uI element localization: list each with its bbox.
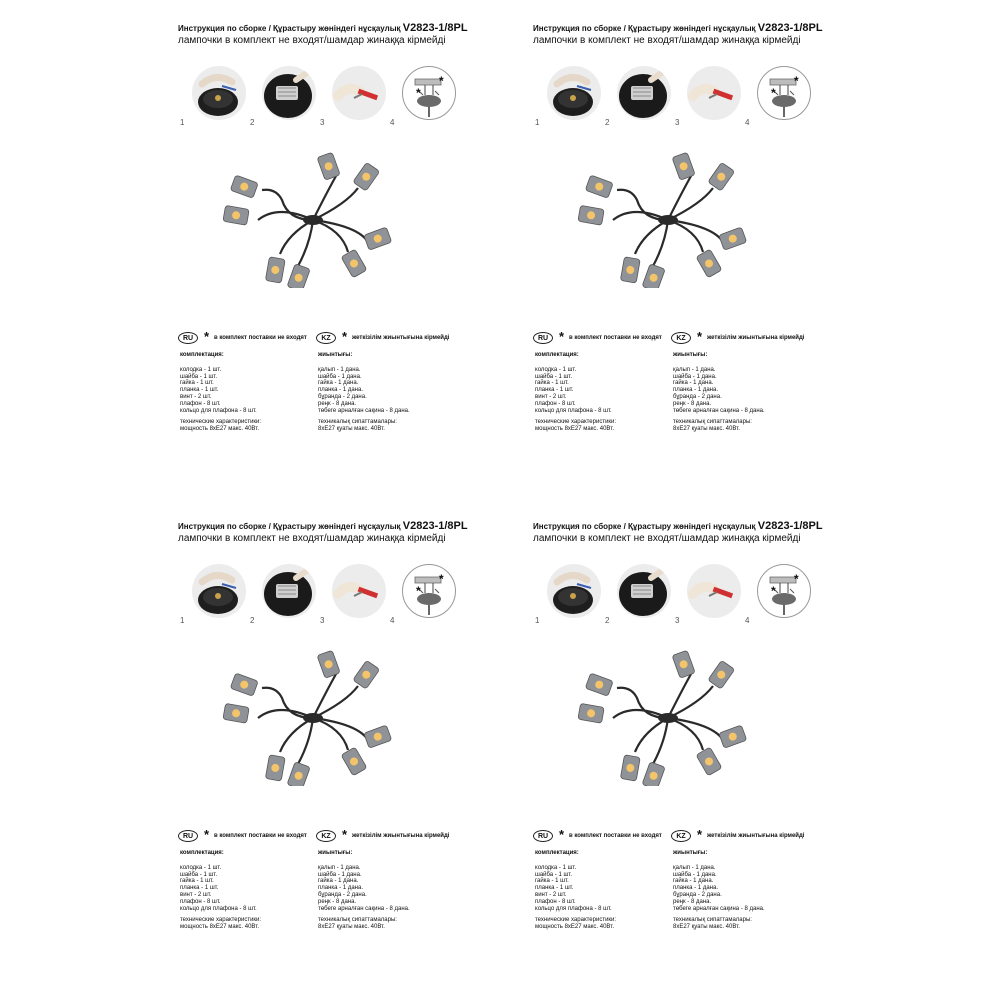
assembly-step: [675, 66, 741, 127]
assembly-step: [390, 564, 456, 625]
kz-contents-column: [673, 352, 765, 433]
kz-contents-item: бұранда - 2 дана.: [318, 891, 367, 898]
kz-spec-value: 8хЕ27 қуаты макс. 40Вт.: [318, 924, 385, 931]
ru-contents-item: кольцо для плафона - 8 шт.: [180, 905, 257, 912]
step-number: 1: [180, 118, 185, 127]
star-mark: *: [342, 827, 348, 842]
title-text: Инструкция по сборке / Құрастыру жөніндегі нұсқаулық: [178, 24, 401, 33]
step-number: 1: [535, 616, 540, 625]
kz-contents-item: планка - 1 дана.: [318, 885, 363, 892]
step-photo-screw-icon: [687, 564, 741, 618]
step-photo-base-icon: [547, 66, 601, 120]
kz-contents-heading: жиынтығы:: [318, 352, 353, 358]
ru-not-included-note: в комплект поставки не входят: [214, 833, 307, 839]
assembly-step: [605, 66, 671, 127]
kz-badge: KZ: [671, 830, 691, 842]
ru-contents-column: [180, 352, 261, 433]
kz-contents-item: реңк - 8 дана.: [673, 898, 712, 905]
star-mark: *: [204, 827, 210, 842]
ru-spec-value: мощность 8хЕ27 макс. 40Вт.: [535, 426, 614, 433]
step-number: 2: [250, 616, 255, 625]
assembly-step: [180, 564, 246, 625]
ru-contents-item: гайка - 1 шт.: [535, 380, 569, 387]
ru-not-included-note: в комплект поставки не входят: [569, 833, 662, 839]
ru-contents-heading: комплектация:: [180, 850, 224, 856]
kz-contents-heading: жиынтығы:: [318, 850, 353, 856]
ru-contents-item: кольцо для плафона - 8 шт.: [535, 905, 612, 912]
assembly-step: [180, 66, 246, 127]
kz-spec-value: 8хЕ27 қуаты макс. 40Вт.: [673, 924, 740, 931]
ru-contents-item: кольцо для плафона - 8 шт.: [180, 407, 257, 414]
star-mark: *: [771, 584, 776, 598]
kz-badge: KZ: [671, 332, 691, 344]
legend-row: [533, 329, 843, 348]
assembly-step: [535, 66, 601, 127]
step-photo-wiring-icon: [617, 564, 671, 618]
ru-contents-item: шайба - 1 шт.: [535, 373, 573, 380]
kz-contents-item: төбеге арналған сақина - 8 дана.: [318, 905, 410, 912]
model-code: V2823-1/8PL: [402, 520, 468, 532]
instruction-panel: [178, 22, 478, 442]
instruction-panel: [533, 520, 833, 940]
kz-contents-item: қалып - 1 дана.: [673, 864, 716, 871]
kz-contents-item: гайка - 1 дана.: [318, 380, 359, 387]
step-diagram-mount-icon: [757, 66, 811, 120]
kz-contents-column: [673, 850, 765, 931]
ru-contents-item: шайба - 1 шт.: [180, 871, 218, 878]
ru-contents-heading: комплектация:: [535, 850, 579, 856]
ru-contents-item: винт - 2 шт.: [180, 891, 212, 898]
kz-contents-item: планка - 1 дана.: [673, 885, 718, 892]
instruction-title: [178, 520, 468, 532]
kz-contents-heading: жиынтығы:: [673, 850, 708, 856]
legend-row: [533, 827, 843, 846]
ru-contents-item: винт - 2 шт.: [180, 393, 212, 400]
kz-contents-column: [318, 850, 410, 931]
ru-spec-heading: технические характеристики:: [535, 419, 617, 426]
star-mark: *: [794, 572, 799, 586]
kz-contents-item: бұранда - 2 дана.: [318, 393, 367, 400]
step-number: 1: [535, 118, 540, 127]
assembly-step: [250, 66, 316, 127]
kz-spec-heading: техникалық сипаттамалары:: [318, 917, 397, 924]
kz-contents-item: қалып - 1 дана.: [318, 864, 361, 871]
star-mark: *: [204, 329, 210, 344]
instruction-panel: [533, 22, 833, 442]
kz-contents-item: планка - 1 дана.: [673, 387, 718, 394]
kz-contents-item: бұранда - 2 дана.: [673, 393, 722, 400]
star-mark: *: [439, 74, 444, 88]
step-number: 1: [180, 616, 185, 625]
kz-contents-item: гайка - 1 дана.: [318, 878, 359, 885]
kz-contents-item: гайка - 1 дана.: [673, 380, 714, 387]
step-diagram-mount-icon: [757, 564, 811, 618]
chandelier-illustration: [218, 646, 408, 786]
kz-spec-value: 8хЕ27 қуаты макс. 40Вт.: [673, 426, 740, 433]
bulbs-not-included-note: лампочки в комплект не входят/шамдар жинаққа кірмейді: [533, 35, 801, 46]
step-number: 3: [320, 616, 325, 625]
star-mark: *: [794, 74, 799, 88]
kz-not-included-note: жеткізілім жиынтығына кірмейді: [707, 335, 805, 341]
assembly-steps: [535, 66, 809, 127]
star-mark: *: [439, 572, 444, 586]
ru-not-included-note: в комплект поставки не входят: [569, 335, 662, 341]
step-number: 2: [605, 118, 610, 127]
star-mark: *: [697, 827, 703, 842]
ru-contents-item: винт - 2 шт.: [535, 393, 567, 400]
step-diagram-mount-icon: [402, 564, 456, 618]
kz-contents-item: планка - 1 дана.: [318, 387, 363, 394]
step-number: 4: [745, 616, 750, 625]
ru-contents-item: колодка - 1 шт.: [180, 366, 222, 373]
ru-contents-item: колодка - 1 шт.: [535, 864, 577, 871]
assembly-step: [320, 564, 386, 625]
kz-spec-value: 8хЕ27 қуаты макс. 40Вт.: [318, 426, 385, 433]
star-mark: *: [416, 584, 421, 598]
star-mark: *: [697, 329, 703, 344]
ru-spec-heading: технические характеристики:: [180, 917, 262, 924]
legend-row: [178, 827, 488, 846]
ru-badge: RU: [533, 830, 553, 842]
star-mark: *: [771, 86, 776, 100]
step-photo-base-icon: [547, 564, 601, 618]
kz-contents-item: төбеге арналған сақина - 8 дана.: [673, 407, 765, 414]
ru-contents-item: шайба - 1 шт.: [180, 373, 218, 380]
kz-contents-heading: жиынтығы:: [673, 352, 708, 358]
chandelier-illustration: [573, 646, 763, 786]
ru-contents-item: плафон - 8 шт.: [535, 898, 576, 905]
ru-contents-item: гайка - 1 шт.: [180, 878, 214, 885]
kz-contents-item: шайба - 1 дана.: [318, 871, 362, 878]
kz-contents-item: қалып - 1 дана.: [318, 366, 361, 373]
ru-spec-value: мощность 8хЕ27 макс. 40Вт.: [535, 924, 614, 931]
kz-contents-item: шайба - 1 дана.: [673, 871, 717, 878]
step-number: 3: [320, 118, 325, 127]
chandelier-illustration: [573, 148, 763, 288]
bulbs-not-included-note: лампочки в комплект не входят/шамдар жинаққа кірмейді: [533, 533, 801, 544]
kz-contents-column: [318, 352, 410, 433]
step-number: 3: [675, 118, 680, 127]
ru-badge: RU: [533, 332, 553, 344]
star-mark: *: [559, 827, 565, 842]
ru-badge: RU: [178, 830, 198, 842]
ru-contents-item: винт - 2 шт.: [535, 891, 567, 898]
ru-badge: RU: [178, 332, 198, 344]
bulbs-not-included-note: лампочки в комплект не входят/шамдар жинаққа кірмейді: [178, 533, 446, 544]
model-code: V2823-1/8PL: [757, 520, 823, 532]
kz-spec-heading: техникалық сипаттамалары:: [673, 419, 752, 426]
title-text: Инструкция по сборке / Құрастыру жөніндегі нұсқаулық: [178, 522, 401, 531]
step-photo-wiring-icon: [617, 66, 671, 120]
kz-badge: KZ: [316, 332, 336, 344]
instruction-panel: [178, 520, 478, 940]
ru-contents-item: планка - 1 шт.: [535, 885, 574, 892]
step-photo-screw-icon: [332, 66, 386, 120]
title-text: Инструкция по сборке / Құрастыру жөніндегі нұсқаулық: [533, 24, 756, 33]
ru-contents-column: [535, 850, 616, 931]
kz-badge: KZ: [316, 830, 336, 842]
step-number: 4: [745, 118, 750, 127]
star-mark: *: [559, 329, 565, 344]
step-photo-screw-icon: [332, 564, 386, 618]
kz-spec-heading: техникалық сипаттамалары:: [318, 419, 397, 426]
kz-contents-item: реңк - 8 дана.: [318, 400, 357, 407]
kz-spec-heading: техникалық сипаттамалары:: [673, 917, 752, 924]
ru-contents-item: плафон - 8 шт.: [180, 898, 221, 905]
kz-contents-item: төбеге арналған сақина - 8 дана.: [673, 905, 765, 912]
ru-contents-item: колодка - 1 шт.: [535, 366, 577, 373]
assembly-step: [320, 66, 386, 127]
model-code: V2823-1/8PL: [757, 22, 823, 34]
instruction-title: [533, 22, 823, 34]
ru-spec-heading: технические характеристики:: [535, 917, 617, 924]
step-number: 3: [675, 616, 680, 625]
assembly-step: [745, 66, 811, 127]
star-mark: *: [416, 86, 421, 100]
ru-contents-column: [180, 850, 261, 931]
title-text: Инструкция по сборке / Құрастыру жөніндегі нұсқаулық: [533, 522, 756, 531]
kz-contents-item: қалып - 1 дана.: [673, 366, 716, 373]
star-mark: *: [342, 329, 348, 344]
step-photo-base-icon: [192, 66, 246, 120]
assembly-steps: [535, 564, 809, 625]
step-photo-base-icon: [192, 564, 246, 618]
ru-contents-item: планка - 1 шт.: [180, 885, 219, 892]
ru-not-included-note: в комплект поставки не входят: [214, 335, 307, 341]
kz-contents-item: шайба - 1 дана.: [318, 373, 362, 380]
ru-spec-heading: технические характеристики:: [180, 419, 262, 426]
step-number: 2: [605, 616, 610, 625]
assembly-step: [535, 564, 601, 625]
ru-contents-item: колодка - 1 шт.: [180, 864, 222, 871]
ru-contents-heading: комплектация:: [535, 352, 579, 358]
assembly-step: [390, 66, 456, 127]
kz-not-included-note: жеткізілім жиынтығына кірмейді: [352, 335, 450, 341]
step-number: 2: [250, 118, 255, 127]
assembly-step: [605, 564, 671, 625]
kz-contents-item: реңк - 8 дана.: [318, 898, 357, 905]
instruction-title: [533, 520, 823, 532]
ru-contents-item: гайка - 1 шт.: [180, 380, 214, 387]
step-photo-wiring-icon: [262, 66, 316, 120]
ru-spec-value: мощность 8хЕ27 макс. 40Вт.: [180, 426, 259, 433]
assembly-step: [675, 564, 741, 625]
ru-contents-item: шайба - 1 шт.: [535, 871, 573, 878]
assembly-steps: [180, 564, 454, 625]
chandelier-illustration: [218, 148, 408, 288]
kz-contents-item: шайба - 1 дана.: [673, 373, 717, 380]
assembly-step: [250, 564, 316, 625]
instruction-title: [178, 22, 468, 34]
ru-contents-item: плафон - 8 шт.: [180, 400, 221, 407]
kz-contents-item: бұранда - 2 дана.: [673, 891, 722, 898]
ru-contents-heading: комплектация:: [180, 352, 224, 358]
assembly-steps: [180, 66, 454, 127]
legend-row: [178, 329, 488, 348]
kz-contents-item: төбеге арналған сақина - 8 дана.: [318, 407, 410, 414]
kz-contents-item: гайка - 1 дана.: [673, 878, 714, 885]
kz-not-included-note: жеткізілім жиынтығына кірмейді: [352, 833, 450, 839]
kz-not-included-note: жеткізілім жиынтығына кірмейді: [707, 833, 805, 839]
step-number: 4: [390, 118, 395, 127]
step-diagram-mount-icon: [402, 66, 456, 120]
assembly-step: [745, 564, 811, 625]
ru-contents-item: плафон - 8 шт.: [535, 400, 576, 407]
ru-contents-item: планка - 1 шт.: [535, 387, 574, 394]
ru-spec-value: мощность 8хЕ27 макс. 40Вт.: [180, 924, 259, 931]
ru-contents-column: [535, 352, 616, 433]
ru-contents-item: планка - 1 шт.: [180, 387, 219, 394]
ru-contents-item: кольцо для плафона - 8 шт.: [535, 407, 612, 414]
kz-contents-item: реңк - 8 дана.: [673, 400, 712, 407]
step-photo-wiring-icon: [262, 564, 316, 618]
model-code: V2823-1/8PL: [402, 22, 468, 34]
step-number: 4: [390, 616, 395, 625]
step-photo-screw-icon: [687, 66, 741, 120]
bulbs-not-included-note: лампочки в комплект не входят/шамдар жинаққа кірмейді: [178, 35, 446, 46]
ru-contents-item: гайка - 1 шт.: [535, 878, 569, 885]
